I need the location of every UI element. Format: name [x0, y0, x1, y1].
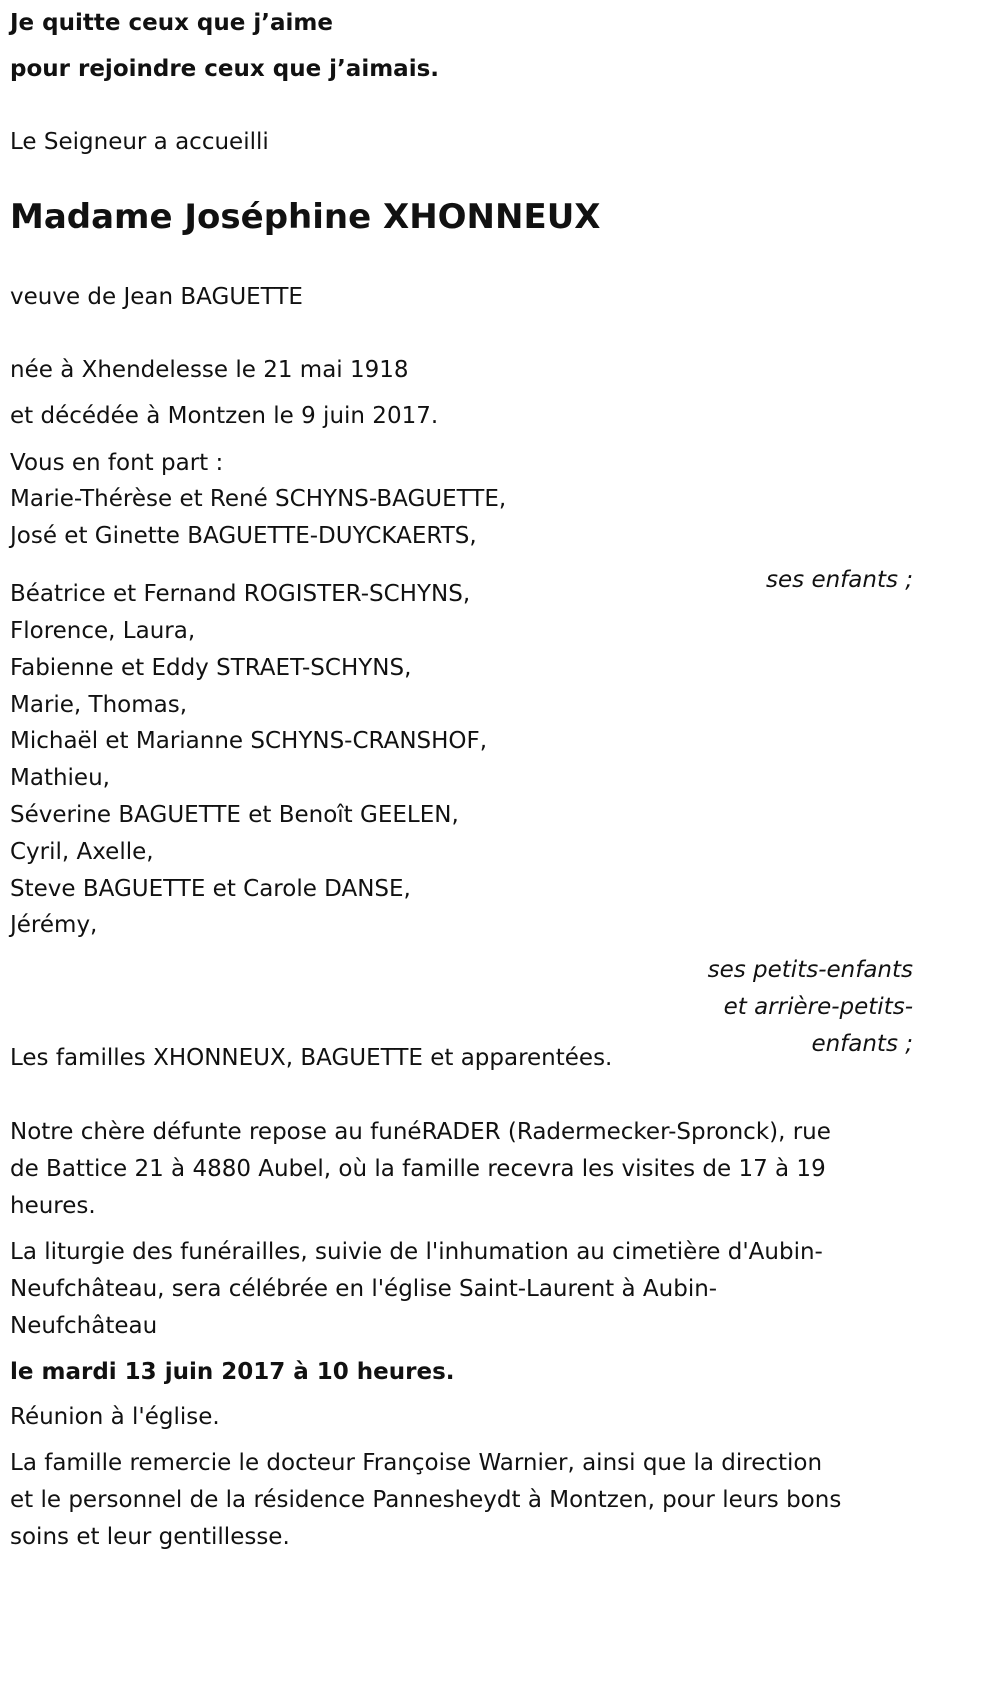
- liturgy-line: Neufchâteau, sera célébrée en l'église Saint-Laurent à Aubin-: [10, 1276, 718, 1302]
- rest-place-line: de Battice 21 à 4880 Aubel, où la famille recevra les visites de 17 à 19: [10, 1156, 826, 1182]
- child-line: Marie-Thérèse et René SCHYNS-BAGUETTE,: [10, 486, 507, 512]
- thanks-line: La famille remercie le docteur Françoise Warnier, ainsi que la direction: [10, 1450, 823, 1476]
- grandchildren-label-line: ses petits-enfants: [707, 957, 913, 983]
- grandchildren-label-line: enfants ;: [811, 1031, 913, 1057]
- announcement-intro: Vous en font part :: [10, 450, 224, 476]
- grandchild-line: Béatrice et Fernand ROGISTER-SCHYNS,: [10, 581, 471, 607]
- grandchild-line: Séverine BAGUETTE et Benoît GEELEN,: [10, 802, 459, 828]
- grandchild-line: Mathieu,: [10, 765, 110, 791]
- birth-text: née à Xhendelesse le 21 mai 1918: [10, 357, 409, 383]
- child-line: José et Ginette BAGUETTE-DUYCKAERTS,: [10, 523, 477, 549]
- thanks-line: soins et leur gentillesse.: [10, 1524, 290, 1550]
- grandchild-line: Michaël et Marianne SCHYNS-CRANSHOF,: [10, 728, 488, 754]
- epigraph-line-1: Je quitte ceux que j’aime: [10, 10, 333, 36]
- gathering-text: Réunion à l'église.: [10, 1404, 220, 1430]
- grandchild-line: Fabienne et Eddy STRAET-SCHYNS,: [10, 655, 412, 681]
- grandchild-line: Cyril, Axelle,: [10, 839, 154, 865]
- rest-place-line: Notre chère défunte repose au funéRADER (Radermecker-Spronck), rue: [10, 1119, 831, 1145]
- ceremony-date: le mardi 13 juin 2017 à 10 heures.: [10, 1359, 455, 1385]
- widow-of-text: veuve de Jean BAGUETTE: [10, 284, 303, 310]
- liturgy-line: Neufchâteau: [10, 1313, 158, 1339]
- thanks-line: et le personnel de la résidence Pannesheydt à Montzen, pour leurs bons: [10, 1487, 842, 1513]
- deceased-name: Madame Joséphine XHONNEUX: [10, 197, 601, 237]
- rest-place-line: heures.: [10, 1193, 96, 1219]
- death-text: et décédée à Montzen le 9 juin 2017.: [10, 403, 439, 429]
- grandchild-line: Steve BAGUETTE et Carole DANSE,: [10, 876, 411, 902]
- families-text: Les familles XHONNEUX, BAGUETTE et apparentées.: [10, 1045, 613, 1071]
- intro-text: Le Seigneur a accueilli: [10, 129, 269, 155]
- children-label: ses enfants ;: [766, 567, 913, 593]
- grandchild-line: Florence, Laura,: [10, 618, 196, 644]
- grandchildren-label-line: et arrière-petits-: [723, 994, 913, 1020]
- grandchild-line: Jérémy,: [10, 912, 98, 938]
- epigraph-line-2: pour rejoindre ceux que j’aimais.: [10, 56, 440, 82]
- grandchild-line: Marie, Thomas,: [10, 692, 188, 718]
- liturgy-line: La liturgie des funérailles, suivie de l'inhumation au cimetière d'Aubin-: [10, 1239, 823, 1265]
